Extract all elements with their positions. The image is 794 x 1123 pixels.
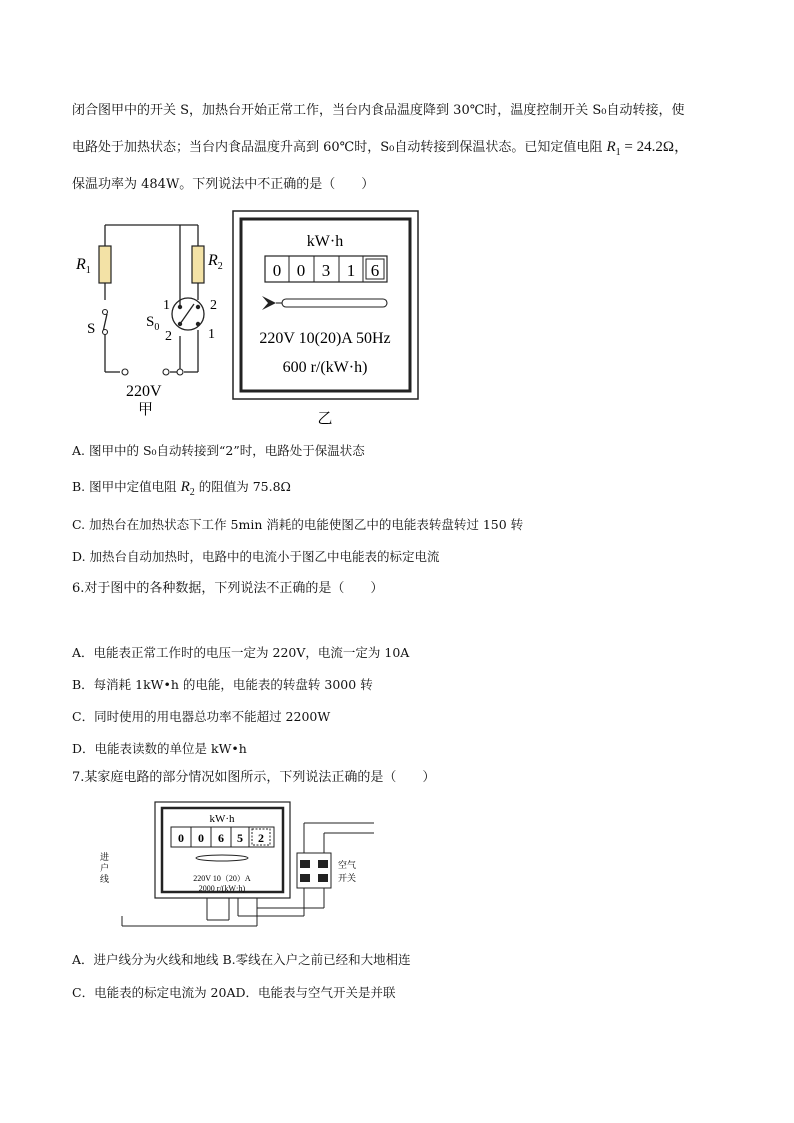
q7-option-cd: C．电能表的标定电流为 20AD．电能表与空气开关是并联 bbox=[72, 985, 396, 1000]
q5-stem-line-2-text: 电路处于加热状态；当台内食品温度升高到 60℃时，S₀自动转接到保温状态。已知定值电阻 bbox=[72, 140, 603, 155]
resistor-r2 bbox=[192, 246, 204, 283]
air-switch-icon bbox=[297, 853, 331, 888]
q7-meter-digit-2: 0 bbox=[198, 831, 204, 845]
q7-meter-rev: 2000 r/(kW·h) bbox=[198, 884, 246, 893]
r1-label: $R_1$ bbox=[76, 256, 91, 276]
q7-meter-digit-3: 6 bbox=[218, 831, 224, 845]
q7-meter-digit-4: 5 bbox=[237, 831, 243, 845]
r1-value: = 24.2Ω， bbox=[620, 139, 690, 155]
q5-stem-line-2 bbox=[72, 137, 689, 163]
meter-unit-q7: kW·h bbox=[209, 813, 235, 825]
switch-s-label: S bbox=[87, 321, 96, 337]
q7-meter-digit-1: 0 bbox=[178, 831, 184, 845]
q6-option-d: D．电能表读数的单位是 kW•h bbox=[72, 741, 247, 756]
q5-option-b-text: B. 图甲中定值电阻 bbox=[72, 479, 181, 494]
r1-subscript: 1 bbox=[615, 147, 621, 158]
q5-option-d: D. 加热台自动加热时，电路中的电流小于图乙中电能表的标定电流 bbox=[72, 549, 440, 564]
q6-option-c: C．同时使用的用电器总功率不能超过 2200W bbox=[72, 709, 331, 724]
voltage-label: 220V bbox=[126, 383, 162, 400]
pin-1-left: 1 bbox=[163, 298, 170, 313]
meter-unit: kW·h bbox=[306, 233, 344, 250]
q7-stem: 7.某家庭电路的部分情况如图所示，下列说法正确的是（ ） bbox=[72, 770, 436, 785]
meter-digit-4: 1 bbox=[346, 261, 356, 280]
air-switch-label-1: 空气 bbox=[338, 860, 357, 870]
q5-stem-line-3: 保温功率为 484W。下列说法中不正确的是（ ） bbox=[72, 177, 375, 192]
circuit-diagram-jia bbox=[70, 208, 230, 418]
r1-formula bbox=[606, 139, 690, 158]
pin-2-right: 2 bbox=[210, 298, 217, 313]
r2-label: $R_2$ bbox=[208, 252, 223, 272]
switch-s0-label: $S_0$ bbox=[146, 314, 160, 333]
q5-option-b-value: 的阻值为 75.8Ω bbox=[194, 479, 291, 494]
household-circuit-diagram bbox=[92, 798, 392, 936]
q5-stem-line-1: 闭合图甲中的开关 S，加热台开始正常工作，当台内食品温度降到 30℃时，温度控制开关 S₀自动转接，使 bbox=[72, 103, 685, 118]
meter-digit-3: 3 bbox=[321, 261, 331, 280]
pin-1-right: 1 bbox=[208, 327, 215, 342]
meter-rev: 600 r/(kW·h) bbox=[282, 359, 368, 376]
q6-option-b: B．每消耗 1kW•h 的电能，电能表的转盘转 3000 转 bbox=[72, 677, 373, 692]
q5-option-c: C. 加热台在加热状态下工作 5min 消耗的电能使图乙中的电能表转盘转过 150 转 bbox=[72, 517, 524, 532]
air-switch-label-2: 开关 bbox=[338, 873, 357, 883]
energy-meter-yi bbox=[232, 210, 422, 432]
q7-meter-digit-5: 2 bbox=[258, 831, 264, 845]
q5-option-b bbox=[72, 477, 291, 503]
q5-option-a: A. 图甲中的 S₀自动转接到“2”时，电路处于保温状态 bbox=[72, 443, 365, 458]
r1-symbol: R bbox=[606, 139, 616, 155]
pin-2-left: 2 bbox=[165, 329, 172, 344]
meter-digit-5: 6 bbox=[370, 261, 380, 280]
q7-option-ab: A．进户线分为火线和地线 B.零线在入户之前已经和大地相连 bbox=[72, 952, 411, 967]
incoming-line-label: 进户线 bbox=[100, 852, 110, 884]
q6-stem: 6.对于图中的各种数据，下列说法不正确的是（ ） bbox=[72, 581, 384, 596]
r2-formula: $R_2$ bbox=[180, 479, 195, 498]
q7-meter-spec: 220V 10（20）A bbox=[193, 874, 251, 883]
resistor-r1 bbox=[99, 246, 111, 283]
figure-caption-yi: 乙 bbox=[317, 411, 333, 427]
figure-caption-jia: 甲 bbox=[138, 402, 154, 418]
meter-digit-2: 0 bbox=[296, 261, 306, 280]
q6-option-a: A．电能表正常工作时的电压一定为 220V，电流一定为 10A bbox=[72, 645, 410, 660]
meter-spec: 220V 10(20)A 50Hz bbox=[259, 330, 391, 347]
meter-digit-1: 0 bbox=[272, 261, 282, 280]
